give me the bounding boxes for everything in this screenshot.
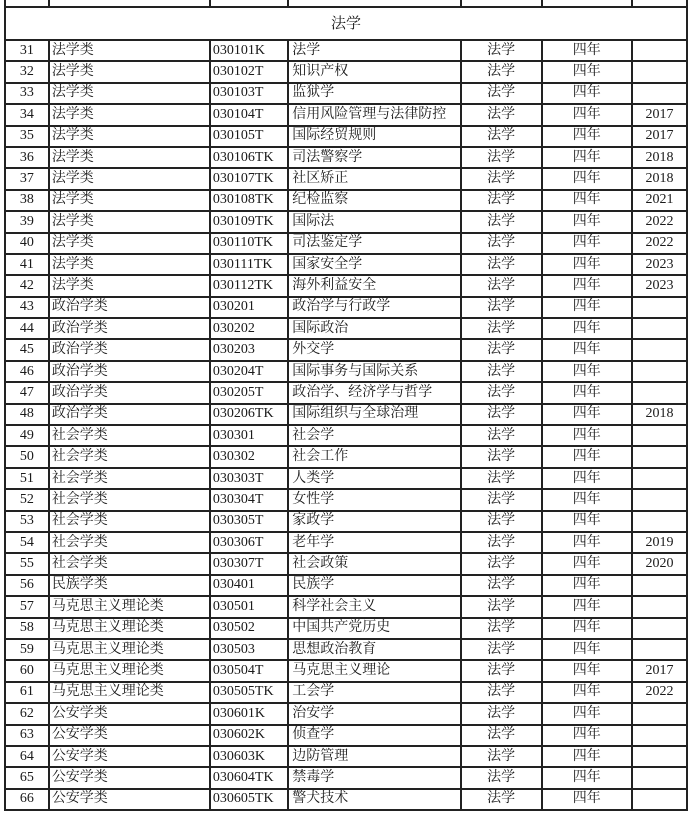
cell-number: 52 bbox=[5, 489, 49, 510]
cell-duration: 四年 bbox=[542, 618, 632, 639]
cell-duration: 四年 bbox=[542, 361, 632, 382]
table-row bbox=[5, 361, 687, 382]
cell-year-added bbox=[632, 361, 687, 382]
cell-major-name: 政治学与行政学 bbox=[288, 297, 460, 318]
cell-degree: 法学 bbox=[461, 703, 542, 724]
cell-major-code: 030303T bbox=[210, 468, 288, 489]
cell-duration: 四年 bbox=[542, 211, 632, 232]
cell-category: 法学类 bbox=[49, 61, 210, 82]
cell-major-code: 030109TK bbox=[210, 211, 288, 232]
cell-number: 45 bbox=[5, 339, 49, 360]
cell-duration: 四年 bbox=[542, 767, 632, 788]
cell-category: 法学类 bbox=[49, 40, 210, 61]
cell-major-code: 030306T bbox=[210, 532, 288, 553]
cell-number: 54 bbox=[5, 532, 49, 553]
cell-number: 32 bbox=[5, 61, 49, 82]
cell-duration: 四年 bbox=[542, 596, 632, 617]
cell-major-code: 030503 bbox=[210, 639, 288, 660]
cell-major-code: 030107TK bbox=[210, 168, 288, 189]
cell-major-name: 司法警察学 bbox=[288, 147, 460, 168]
table-row bbox=[5, 660, 687, 681]
cell-duration: 四年 bbox=[542, 682, 632, 703]
cell-number: 64 bbox=[5, 746, 49, 767]
cell-duration: 四年 bbox=[542, 40, 632, 61]
table-row bbox=[5, 425, 687, 446]
cell-year-added: 2023 bbox=[632, 254, 687, 275]
cell-degree: 法学 bbox=[461, 382, 542, 403]
table-row bbox=[5, 339, 687, 360]
cell-category: 马克思主义理论类 bbox=[49, 618, 210, 639]
section-header-row bbox=[5, 7, 687, 40]
cell-major-code: 030602K bbox=[210, 725, 288, 746]
table-row bbox=[5, 553, 687, 574]
cell-major-code: 030105T bbox=[210, 126, 288, 147]
cell-degree: 法学 bbox=[461, 361, 542, 382]
cell-number: 49 bbox=[5, 425, 49, 446]
cell-major-name: 国家安全学 bbox=[288, 254, 460, 275]
table-row bbox=[5, 618, 687, 639]
cell-year-added bbox=[632, 639, 687, 660]
cell-degree: 法学 bbox=[461, 297, 542, 318]
cell-duration: 四年 bbox=[542, 404, 632, 425]
cell-major-name: 民族学 bbox=[288, 575, 460, 596]
cell-major-code: 030302 bbox=[210, 446, 288, 467]
cell-major-name: 社会工作 bbox=[288, 446, 460, 467]
cell-year-added bbox=[632, 618, 687, 639]
cell-major-code: 030401 bbox=[210, 575, 288, 596]
cell-major-name: 国际经贸规则 bbox=[288, 126, 460, 147]
cell-degree: 法学 bbox=[461, 596, 542, 617]
cell-degree: 法学 bbox=[461, 339, 542, 360]
cell-category: 政治学类 bbox=[49, 339, 210, 360]
cell-duration: 四年 bbox=[542, 168, 632, 189]
cell-number: 55 bbox=[5, 553, 49, 574]
table-row bbox=[5, 211, 687, 232]
cell-major-name: 国际政治 bbox=[288, 318, 460, 339]
cell-major-name: 知识产权 bbox=[288, 61, 460, 82]
cell-major-code: 030104T bbox=[210, 104, 288, 125]
table-row bbox=[5, 468, 687, 489]
cell-duration: 四年 bbox=[542, 254, 632, 275]
cell-category: 法学类 bbox=[49, 211, 210, 232]
cell-degree: 法学 bbox=[461, 61, 542, 82]
cell-duration: 四年 bbox=[542, 468, 632, 489]
table-row bbox=[5, 489, 687, 510]
cell-major-code: 030110TK bbox=[210, 233, 288, 254]
cell-duration: 四年 bbox=[542, 83, 632, 104]
previous-row-stub bbox=[5, 0, 687, 7]
cell-year-added: 2022 bbox=[632, 211, 687, 232]
cell-major-name: 法学 bbox=[288, 40, 460, 61]
cell-number: 36 bbox=[5, 147, 49, 168]
cell-major-code: 030304T bbox=[210, 489, 288, 510]
cell-category: 马克思主义理论类 bbox=[49, 682, 210, 703]
cell-year-added bbox=[632, 725, 687, 746]
cell-category: 马克思主义理论类 bbox=[49, 639, 210, 660]
cell-duration: 四年 bbox=[542, 233, 632, 254]
cell-category: 法学类 bbox=[49, 275, 210, 296]
table-row bbox=[5, 511, 687, 532]
cell-degree: 法学 bbox=[461, 553, 542, 574]
cell-year-added bbox=[632, 382, 687, 403]
cell-major-code: 030101K bbox=[210, 40, 288, 61]
cell-year-added bbox=[632, 746, 687, 767]
cell-degree: 法学 bbox=[461, 746, 542, 767]
cell-number: 56 bbox=[5, 575, 49, 596]
cell-category: 公安学类 bbox=[49, 746, 210, 767]
cell-number: 63 bbox=[5, 725, 49, 746]
cell-degree: 法学 bbox=[461, 40, 542, 61]
cell-degree: 法学 bbox=[461, 767, 542, 788]
cell-major-name: 科学社会主义 bbox=[288, 596, 460, 617]
cell-duration: 四年 bbox=[542, 532, 632, 553]
cell-number: 61 bbox=[5, 682, 49, 703]
cell-year-added bbox=[632, 703, 687, 724]
table-row bbox=[5, 126, 687, 147]
cell-category: 社会学类 bbox=[49, 446, 210, 467]
cell-category: 法学类 bbox=[49, 104, 210, 125]
cell-major-name: 监狱学 bbox=[288, 83, 460, 104]
cell-year-added: 2022 bbox=[632, 233, 687, 254]
cell-duration: 四年 bbox=[542, 553, 632, 574]
cell-major-code: 030108TK bbox=[210, 190, 288, 211]
cell-major-name: 家政学 bbox=[288, 511, 460, 532]
cell-degree: 法学 bbox=[461, 446, 542, 467]
table-row bbox=[5, 532, 687, 553]
cell-major-code: 030604TK bbox=[210, 767, 288, 788]
cell-category: 法学类 bbox=[49, 126, 210, 147]
cell-category: 法学类 bbox=[49, 83, 210, 104]
cell-year-added: 2022 bbox=[632, 682, 687, 703]
cell-major-name: 中国共产党历史 bbox=[288, 618, 460, 639]
cell-major-name: 国际法 bbox=[288, 211, 460, 232]
cell-year-added bbox=[632, 40, 687, 61]
cell-number: 59 bbox=[5, 639, 49, 660]
cell-degree: 法学 bbox=[461, 682, 542, 703]
cell-number: 39 bbox=[5, 211, 49, 232]
cell-major-name: 海外利益安全 bbox=[288, 275, 460, 296]
cell-category: 社会学类 bbox=[49, 532, 210, 553]
cell-category: 民族学类 bbox=[49, 575, 210, 596]
cell-degree: 法学 bbox=[461, 468, 542, 489]
cell-degree: 法学 bbox=[461, 404, 542, 425]
cell-degree: 法学 bbox=[461, 489, 542, 510]
cell-year-added bbox=[632, 446, 687, 467]
cell-major-code: 030605TK bbox=[210, 789, 288, 810]
cell-duration: 四年 bbox=[542, 725, 632, 746]
table-row bbox=[5, 639, 687, 660]
cell-duration: 四年 bbox=[542, 446, 632, 467]
cell-number: 47 bbox=[5, 382, 49, 403]
cell-year-added bbox=[632, 297, 687, 318]
cell-year-added: 2018 bbox=[632, 404, 687, 425]
cell-year-added: 2020 bbox=[632, 553, 687, 574]
cell-major-code: 030205T bbox=[210, 382, 288, 403]
cell-category: 政治学类 bbox=[49, 318, 210, 339]
cell-degree: 法学 bbox=[461, 511, 542, 532]
table-row bbox=[5, 318, 687, 339]
cell-major-code: 030603K bbox=[210, 746, 288, 767]
cell-category: 法学类 bbox=[49, 168, 210, 189]
cell-number: 65 bbox=[5, 767, 49, 788]
cell-year-added bbox=[632, 575, 687, 596]
cell-category: 公安学类 bbox=[49, 767, 210, 788]
cell-major-name: 思想政治教育 bbox=[288, 639, 460, 660]
table-row bbox=[5, 446, 687, 467]
cell-number: 48 bbox=[5, 404, 49, 425]
cell-number: 41 bbox=[5, 254, 49, 275]
cell-category: 政治学类 bbox=[49, 382, 210, 403]
cell-year-added bbox=[632, 596, 687, 617]
cell-major-code: 030502 bbox=[210, 618, 288, 639]
cell-degree: 法学 bbox=[461, 425, 542, 446]
cell-major-code: 030501 bbox=[210, 596, 288, 617]
table-row bbox=[5, 575, 687, 596]
cell-major-name: 工会学 bbox=[288, 682, 460, 703]
cell-degree: 法学 bbox=[461, 147, 542, 168]
cell-major-name: 国际事务与国际关系 bbox=[288, 361, 460, 382]
cell-year-added: 2017 bbox=[632, 660, 687, 681]
cell-duration: 四年 bbox=[542, 382, 632, 403]
cell-duration: 四年 bbox=[542, 660, 632, 681]
cell-number: 51 bbox=[5, 468, 49, 489]
table-row bbox=[5, 168, 687, 189]
table-row bbox=[5, 767, 687, 788]
cell-degree: 法学 bbox=[461, 211, 542, 232]
cell-category: 法学类 bbox=[49, 254, 210, 275]
cell-year-added bbox=[632, 767, 687, 788]
cell-category: 社会学类 bbox=[49, 468, 210, 489]
cell-major-name: 司法鉴定学 bbox=[288, 233, 460, 254]
cell-number: 60 bbox=[5, 660, 49, 681]
cell-category: 社会学类 bbox=[49, 489, 210, 510]
cell-number: 37 bbox=[5, 168, 49, 189]
cell-year-added bbox=[632, 425, 687, 446]
cell-number: 40 bbox=[5, 233, 49, 254]
cell-major-name: 人类学 bbox=[288, 468, 460, 489]
cell-number: 46 bbox=[5, 361, 49, 382]
cell-degree: 法学 bbox=[461, 532, 542, 553]
cell-number: 50 bbox=[5, 446, 49, 467]
cell-year-added: 2019 bbox=[632, 532, 687, 553]
cell-number: 53 bbox=[5, 511, 49, 532]
cell-year-added: 2021 bbox=[632, 190, 687, 211]
cell-number: 34 bbox=[5, 104, 49, 125]
cell-degree: 法学 bbox=[461, 254, 542, 275]
cell-duration: 四年 bbox=[542, 639, 632, 660]
cell-degree: 法学 bbox=[461, 725, 542, 746]
table-row bbox=[5, 382, 687, 403]
cell-number: 43 bbox=[5, 297, 49, 318]
cell-year-added bbox=[632, 511, 687, 532]
cell-category: 社会学类 bbox=[49, 511, 210, 532]
cell-category: 公安学类 bbox=[49, 703, 210, 724]
table-row bbox=[5, 725, 687, 746]
cell-number: 33 bbox=[5, 83, 49, 104]
table-row bbox=[5, 703, 687, 724]
cell-number: 66 bbox=[5, 789, 49, 810]
cell-category: 法学类 bbox=[49, 190, 210, 211]
section-title: 法学 bbox=[5, 7, 687, 40]
cell-number: 58 bbox=[5, 618, 49, 639]
table-row bbox=[5, 104, 687, 125]
cell-year-added bbox=[632, 489, 687, 510]
table-row bbox=[5, 190, 687, 211]
table-row bbox=[5, 61, 687, 82]
cell-major-code: 030203 bbox=[210, 339, 288, 360]
cell-number: 31 bbox=[5, 40, 49, 61]
cell-degree: 法学 bbox=[461, 275, 542, 296]
cell-major-name: 侦查学 bbox=[288, 725, 460, 746]
cell-duration: 四年 bbox=[542, 61, 632, 82]
cell-major-name: 信用风险管理与法律防控 bbox=[288, 104, 460, 125]
cell-number: 62 bbox=[5, 703, 49, 724]
cell-category: 法学类 bbox=[49, 147, 210, 168]
cell-degree: 法学 bbox=[461, 789, 542, 810]
cell-duration: 四年 bbox=[542, 746, 632, 767]
cell-category: 马克思主义理论类 bbox=[49, 596, 210, 617]
cell-duration: 四年 bbox=[542, 126, 632, 147]
cell-number: 42 bbox=[5, 275, 49, 296]
cell-major-code: 030301 bbox=[210, 425, 288, 446]
cell-year-added bbox=[632, 468, 687, 489]
cell-duration: 四年 bbox=[542, 575, 632, 596]
cell-duration: 四年 bbox=[542, 318, 632, 339]
cell-category: 社会学类 bbox=[49, 425, 210, 446]
cell-major-code: 030307T bbox=[210, 553, 288, 574]
cell-duration: 四年 bbox=[542, 489, 632, 510]
table-row bbox=[5, 147, 687, 168]
cell-major-code: 030206TK bbox=[210, 404, 288, 425]
cell-category: 政治学类 bbox=[49, 297, 210, 318]
cell-major-name: 社会政策 bbox=[288, 553, 460, 574]
cell-duration: 四年 bbox=[542, 789, 632, 810]
cell-year-added bbox=[632, 61, 687, 82]
cell-duration: 四年 bbox=[542, 275, 632, 296]
table-row bbox=[5, 233, 687, 254]
cell-major-code: 030102T bbox=[210, 61, 288, 82]
cell-category: 法学类 bbox=[49, 233, 210, 254]
cell-category: 公安学类 bbox=[49, 725, 210, 746]
cell-degree: 法学 bbox=[461, 83, 542, 104]
cell-year-added bbox=[632, 789, 687, 810]
table-row bbox=[5, 596, 687, 617]
cell-number: 44 bbox=[5, 318, 49, 339]
cell-number: 38 bbox=[5, 190, 49, 211]
cell-major-code: 030103T bbox=[210, 83, 288, 104]
cell-degree: 法学 bbox=[461, 575, 542, 596]
cell-duration: 四年 bbox=[542, 104, 632, 125]
cell-category: 马克思主义理论类 bbox=[49, 660, 210, 681]
cell-degree: 法学 bbox=[461, 618, 542, 639]
cell-major-code: 030106TK bbox=[210, 147, 288, 168]
table-row bbox=[5, 404, 687, 425]
cell-major-name: 外交学 bbox=[288, 339, 460, 360]
table-row bbox=[5, 275, 687, 296]
cell-year-added bbox=[632, 339, 687, 360]
cell-degree: 法学 bbox=[461, 104, 542, 125]
cell-major-name: 警犬技术 bbox=[288, 789, 460, 810]
cell-major-name: 社区矫正 bbox=[288, 168, 460, 189]
cell-degree: 法学 bbox=[461, 660, 542, 681]
cell-major-name: 禁毒学 bbox=[288, 767, 460, 788]
cell-year-added: 2017 bbox=[632, 126, 687, 147]
cell-degree: 法学 bbox=[461, 168, 542, 189]
cell-major-name: 纪检监察 bbox=[288, 190, 460, 211]
cell-category: 政治学类 bbox=[49, 361, 210, 382]
cell-major-name: 治安学 bbox=[288, 703, 460, 724]
table-row bbox=[5, 789, 687, 810]
cell-year-added bbox=[632, 83, 687, 104]
cell-major-code: 030504T bbox=[210, 660, 288, 681]
cell-number: 35 bbox=[5, 126, 49, 147]
cell-year-added bbox=[632, 318, 687, 339]
cell-major-name: 边防管理 bbox=[288, 746, 460, 767]
cell-major-code: 030201 bbox=[210, 297, 288, 318]
cell-major-code: 030305T bbox=[210, 511, 288, 532]
cell-duration: 四年 bbox=[542, 190, 632, 211]
cell-degree: 法学 bbox=[461, 190, 542, 211]
cell-duration: 四年 bbox=[542, 425, 632, 446]
cell-category: 社会学类 bbox=[49, 553, 210, 574]
cell-year-added: 2018 bbox=[632, 147, 687, 168]
cell-major-code: 030111TK bbox=[210, 254, 288, 275]
cell-degree: 法学 bbox=[461, 233, 542, 254]
table-row bbox=[5, 254, 687, 275]
cell-category: 政治学类 bbox=[49, 404, 210, 425]
cell-major-code: 030112TK bbox=[210, 275, 288, 296]
cell-duration: 四年 bbox=[542, 147, 632, 168]
table-row bbox=[5, 40, 687, 61]
cell-category: 公安学类 bbox=[49, 789, 210, 810]
cell-major-name: 社会学 bbox=[288, 425, 460, 446]
cell-degree: 法学 bbox=[461, 126, 542, 147]
cell-major-name: 政治学、经济学与哲学 bbox=[288, 382, 460, 403]
table-row bbox=[5, 83, 687, 104]
cell-duration: 四年 bbox=[542, 511, 632, 532]
cell-major-name: 马克思主义理论 bbox=[288, 660, 460, 681]
cell-degree: 法学 bbox=[461, 639, 542, 660]
cell-major-name: 老年学 bbox=[288, 532, 460, 553]
cell-year-added: 2017 bbox=[632, 104, 687, 125]
cell-year-added: 2023 bbox=[632, 275, 687, 296]
cell-number: 57 bbox=[5, 596, 49, 617]
cell-major-name: 国际组织与全球治理 bbox=[288, 404, 460, 425]
cell-major-code: 030202 bbox=[210, 318, 288, 339]
table-row bbox=[5, 297, 687, 318]
cell-year-added: 2018 bbox=[632, 168, 687, 189]
table-row bbox=[5, 746, 687, 767]
majors-table bbox=[4, 0, 688, 811]
cell-major-code: 030505TK bbox=[210, 682, 288, 703]
cell-duration: 四年 bbox=[542, 703, 632, 724]
cell-duration: 四年 bbox=[542, 339, 632, 360]
cell-major-code: 030601K bbox=[210, 703, 288, 724]
cell-major-name: 女性学 bbox=[288, 489, 460, 510]
table-row bbox=[5, 682, 687, 703]
cell-major-code: 030204T bbox=[210, 361, 288, 382]
cell-degree: 法学 bbox=[461, 318, 542, 339]
cell-duration: 四年 bbox=[542, 297, 632, 318]
